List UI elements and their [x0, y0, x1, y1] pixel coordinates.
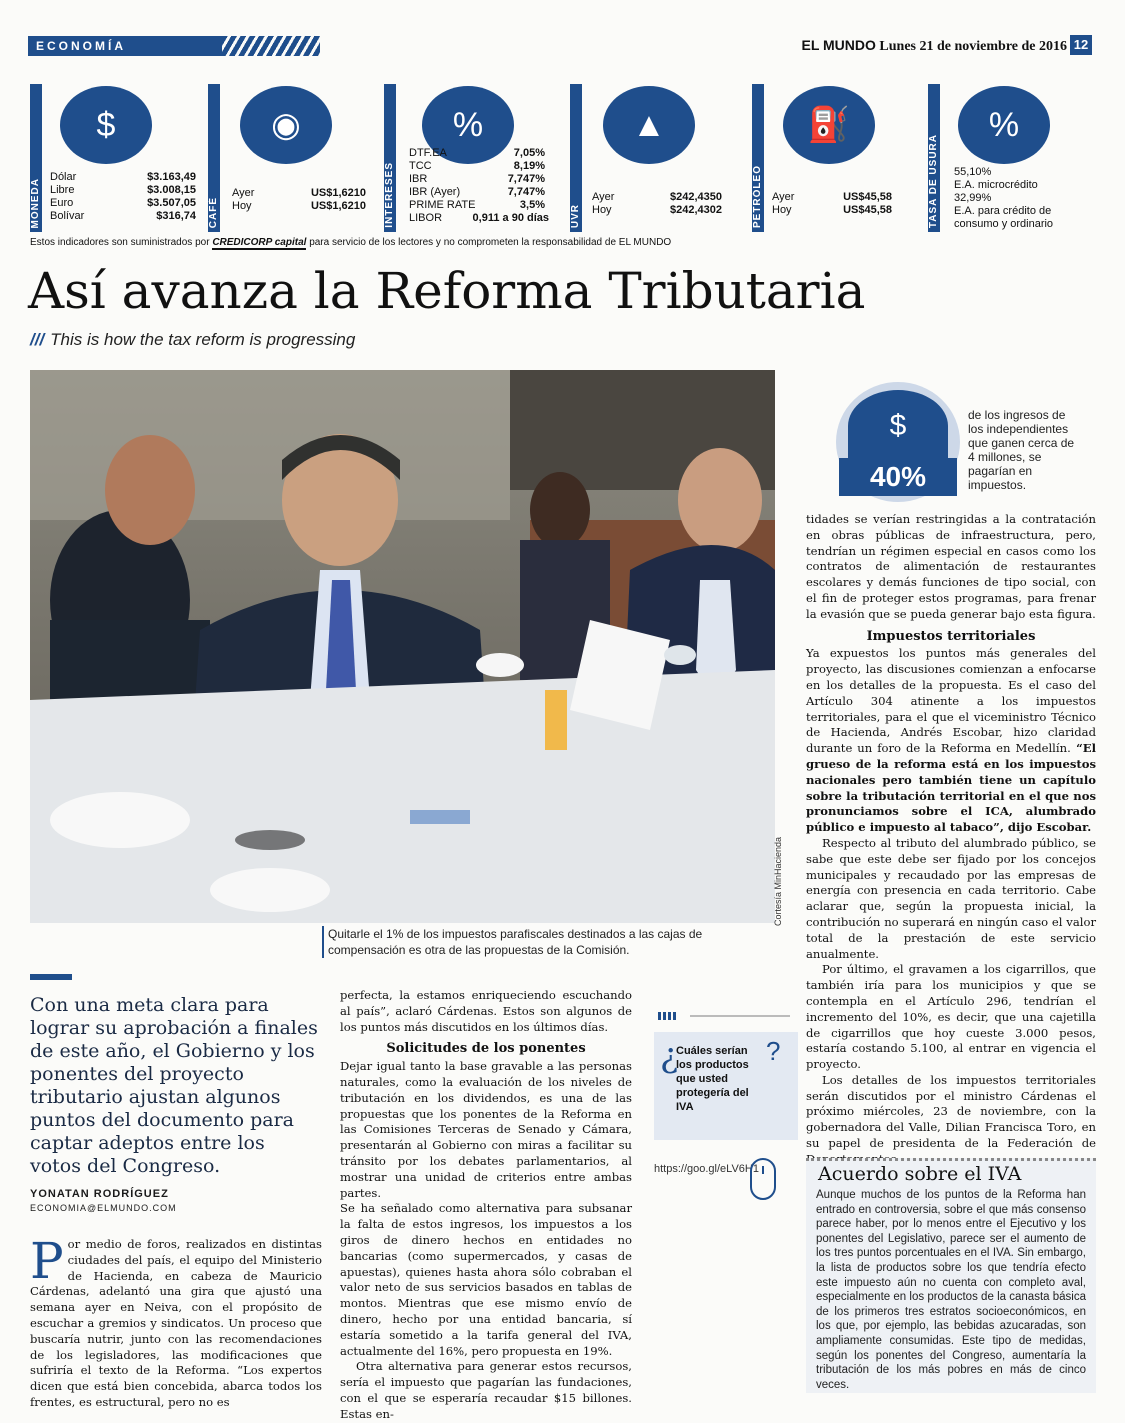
stat-value: 40% [839, 458, 957, 496]
oil-pump-icon: ⛽ [783, 86, 875, 164]
uvr-label: UVR [570, 84, 582, 232]
section-tag: ECONOMÍA [28, 36, 223, 56]
question-open-icon: ¿ [660, 1036, 679, 1076]
percent-cash-icon: % [422, 86, 514, 164]
subheadline: /// This is how the tax reform is progressing [30, 330, 356, 349]
indicators-strip [28, 84, 1090, 234]
moneda-row: Libre $3.008,15 [50, 184, 196, 196]
masthead [801, 37, 1067, 55]
question-text: Cuáles serían los productos que usted protegería del IVA [676, 1045, 749, 1113]
question-bar [658, 1012, 678, 1020]
moneda-row: Euro $3.507,05 [50, 197, 196, 209]
left-column [30, 1232, 322, 1411]
petroleo-row: Ayer US$45,58 [772, 191, 892, 203]
usura-line: 32,99% [954, 192, 992, 204]
author-name: YONATAN RODRÍGUEZ [30, 1188, 169, 1200]
middle-column [340, 988, 632, 1423]
meeting-photo [30, 370, 775, 923]
petroleo-row: Hoy US$45,58 [772, 204, 892, 216]
middle-paragraph: perfecta, la estamos enriqueciendo escuchando al país”, aclaró Cárdenas. Estos son algunos de los puntos más discutidos en los últimos días. [340, 988, 632, 1034]
usura-label: TASA DE USURA [928, 84, 940, 232]
mouse-icon [750, 1158, 776, 1200]
lede: Con una meta clara para lograr su aprobación a finales de este año, el Gobierno y los ponentes del proyecto tributario ajustan algunos puntos del documento para captar adeptos entre los votos del Congreso. [30, 994, 318, 1177]
cafe-label: CAFÉ [208, 84, 220, 232]
coffee-beans-icon: ◉ [240, 86, 332, 164]
usura-line: E.A. microcrédito [954, 179, 1038, 191]
growth-chart-icon: % [958, 86, 1050, 164]
right-subheading: Impuestos territoriales [866, 628, 1036, 644]
question-close-icon: ? [766, 1036, 781, 1066]
credicorp-logo: CREDICORP capital [212, 237, 307, 248]
right-paragraph: tidades se verían restringidas a la contratación en obras públicas de infraestructura, pero, tendrían un régimen especial en casos como los contratos de alimentación de restaurantes escolares y demás funciones de tipo social, con el fin de proteger estos programas, para frenar la evasión que se pueda generar bajo esta figura. [806, 512, 1096, 621]
middle-paragraph: Se ha señalado como alternativa para subsanar la falta de estos ingresos, los impuestos a los giros de dinero hechos en entidades no bancarias (como supermercados, y casas de apuestas), quienes hasta ahora sólo cobraban el valor neto de sus servicios basados en tablas de montos. Mientras que ese mismo envío de dinero, hecho por una entidad bancaria, sí estaría sometido a la tarifa general del IVA, actualmente del 16%, pero propuesta en 19%. [340, 1201, 632, 1358]
right-paragraph: Por último, el gravamen a los cigarrillos, que también iría para los municipios y que se contempla en el Artículo 296, tendrían el incremento del 10%, es decir, que una cajetilla de cigarrillos que hoy cueste 3.000 pesos, estaría costando 5.100, al entrar en vigencia el proyecto. [806, 962, 1096, 1072]
moneda-row: Dólar $3.163,49 [50, 171, 196, 183]
intereses-label: INTERESES [384, 84, 396, 232]
petroleo-label: PETRÓLEO [752, 84, 764, 232]
intereses-row: PRIME RATE 3,5% [409, 199, 545, 211]
uvr-row: Hoy $242,4302 [592, 204, 722, 216]
usura-line: consumo y ordinario [954, 218, 1054, 230]
rising-bars-icon: ▲ [603, 86, 695, 164]
question-rule [690, 1015, 790, 1017]
question-link[interactable]: https://goo.gl/eLV6H1 [654, 1163, 759, 1175]
lede-bar [30, 974, 72, 980]
cafe-row: Hoy US$1,6210 [232, 200, 366, 212]
cafe-row: Ayer US$1,6210 [232, 187, 366, 199]
middle-paragraph: Otra alternativa para generar estos recursos, sería el impuesto que pagarían las fundaciones, con el que se esperaría recaudar $15 billones. Estas en- [340, 1359, 632, 1421]
intereses-row: DTF.EA 7,05% [409, 147, 545, 159]
photo-credit: Cortesía MinHacienda [773, 836, 783, 926]
right-paragraph: Respecto al tributo del alumbrado público, se sabe que este debe ser fijado por los concejos municipales y recaudado por las empresas de energía con presencia en cada territorio. Cabe aclarar que, según la propuesta inicial, la contribución no superará en ningún caso el valor total de la prestación de este servicio anualmente. [806, 835, 1096, 961]
issue-date: Lunes 21 de noviembre de 2016 [879, 39, 1067, 54]
moneda-label: MONEDA [30, 84, 42, 232]
middle-paragraph: Dejar igual tanto la base gravable a las personas naturales, como la evaluación de los niveles de tributación en los dividendos, es una de las propuestas que los ponentes de la Reforma en las Comisiones Terceras de Senado y Cámara, presentarán al Gobierno con miras a facilitar su tránsito por los debates parlamentarios, al mostrar una unidad de criterios entre ambas partes. [340, 1059, 632, 1200]
drop-cap: P [30, 1232, 64, 1290]
stat-text: de los ingresos de los independientes que ganen cerca de 4 millones, se pagarían en impuestos. [968, 408, 1075, 492]
right-paragraph: Ya expuestos los puntos más generales del proyecto, las discusiones comienzan a enfocarse en los detalles de la propuesta. Es el caso del Artículo 304 atinente a los impuestos territoriales, para el que el viceministro Técnico de Hacienda, Andrés Escobar, hizo claridad durante un foro de la Reforma en Medellín. “El grueso de la reforma está en los impuestos nacionales pero también tiene un capítulo sobre la tributación territorial en el que nos pronunciamos sobre el ICA, alumbrado público e impuesto al tabaco”, dijo Escobar. [806, 646, 1096, 835]
middle-subheading: Solicitudes de los ponentes [386, 1041, 586, 1057]
right-column [806, 512, 1096, 1168]
uvr-row: Ayer $242,4350 [592, 191, 722, 203]
iva-text: Aunque muchos de los puntos de la Reforma han entrado en controversia, sobre el que más consenso parece haber, por lo menos entre el Ejecutivo y los ponentes del Legislativo, parece ser el aumento de los tres puntos porcentuales en el IVA. Sin embargo, la lista de productos sobre los que tendría efecto este impuesto aún no cuenta con completo aval, especialmente en los productos de la canasta básica de los primeros tres estratos socioeconómicos, en los que, por ejemplo, las bebidas azucaradas, son ampliamente consumidas. Este tipo de medidas, según los ponentes del Congreso, aumentaría la tributación de los más pobres en más de cinco veces. [816, 1189, 1086, 1391]
intereses-row: IBR 7,747% [409, 173, 545, 185]
indicators-source: Estos indicadores son suministrados por CREDICORP capital para servicio de los lectores y no comprometen la responsabilidad de EL MUNDO [30, 237, 672, 248]
left-paragraph: Por medio de foros, realizados en distintas ciudades del país, el equipo del Ministerio de Hacienda, en cabeza de Mauricio Cárdenas, adelantó una gira que ajustó una semana ayer en Neiva, con el propósito de escuchar a gremios y sindicatos. Un proceso que buscaría nutrir, junto con las recomendaciones de los legisladores, las modificaciones que sufriría el texto de la Reforma. “Los expertos dicen que está bien concebida, abarca todos los frentes, es estructural, pero no es [30, 1232, 322, 1409]
page-number: 12 [1070, 35, 1092, 55]
section-stripes [222, 36, 320, 56]
intereses-row: TCC 8,19% [409, 160, 545, 172]
right-paragraph: Los detalles de los impuestos territoriales serán discutidos por el ministro Cárdenas el próximo miércoles, 23 de noviembre, con la gobernadora del Valle, Dilian Francisca Toro, en su papel de presidenta de la Federación de [806, 1072, 1096, 1151]
moneda-row: Bolívar $316,74 [50, 210, 196, 222]
intereses-row: LIBOR 0,911 a 90 días [409, 212, 549, 224]
usura-line: 55,10% [954, 166, 992, 178]
author-email[interactable]: ECONOMIA@ELMUNDO.COM [30, 1203, 177, 1213]
intereses-row: IBR (Ayer) 7,747% [409, 186, 545, 198]
iva-title: Acuerdo sobre el IVA [818, 1163, 1022, 1185]
dollar-coins-icon: $ [60, 86, 152, 164]
paper-name: EL MUNDO [801, 37, 876, 53]
money-bag-icon: $ [848, 390, 948, 462]
headline: Así avanza la Reforma Tributaria [28, 262, 866, 320]
photo-caption: Quitarle el 1% de los impuestos parafiscales destinados a las cajas de compensación es otra de las propuestas de la Comisión. [322, 926, 708, 958]
usura-line: E.A. para crédito de [954, 205, 1052, 217]
